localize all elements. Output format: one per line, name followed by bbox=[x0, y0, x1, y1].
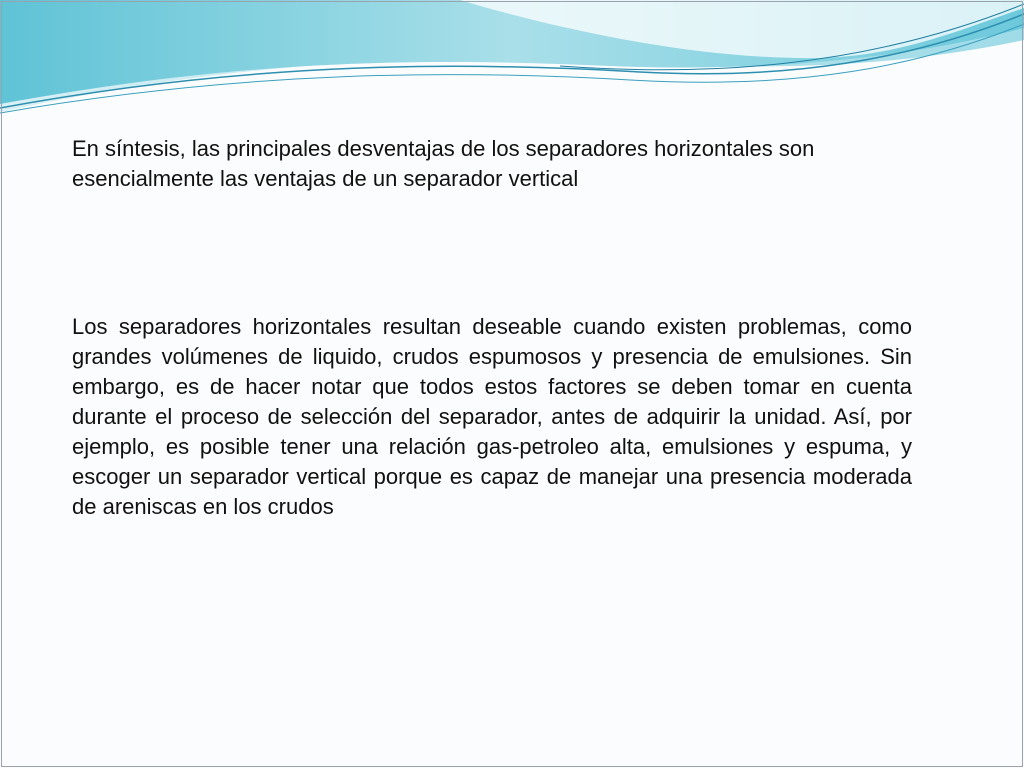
body-paragraph: Los separadores horizontales resultan deseable cuando existen problemas, como grandes volúmenes de liquido, crudos espumosos y presencia de emulsiones. Sin embargo, es de hacer notar que todos estos factores se deben tomar en cuenta durante el proceso de selección del separador, antes de adquirir la unidad. Así, por ejemplo, es posible tener una relación gas-petroleo alta, emulsiones y espuma, y escoger un separador vertical porque es capaz de manejar una presencia moderada de areniscas en los crudos bbox=[72, 314, 912, 519]
wave-header-decoration bbox=[0, 0, 1024, 120]
intro-paragraph: En síntesis, las principales desventajas de los separadores horizontales son esencialmente las ventajas de un separador vertical bbox=[72, 136, 815, 191]
